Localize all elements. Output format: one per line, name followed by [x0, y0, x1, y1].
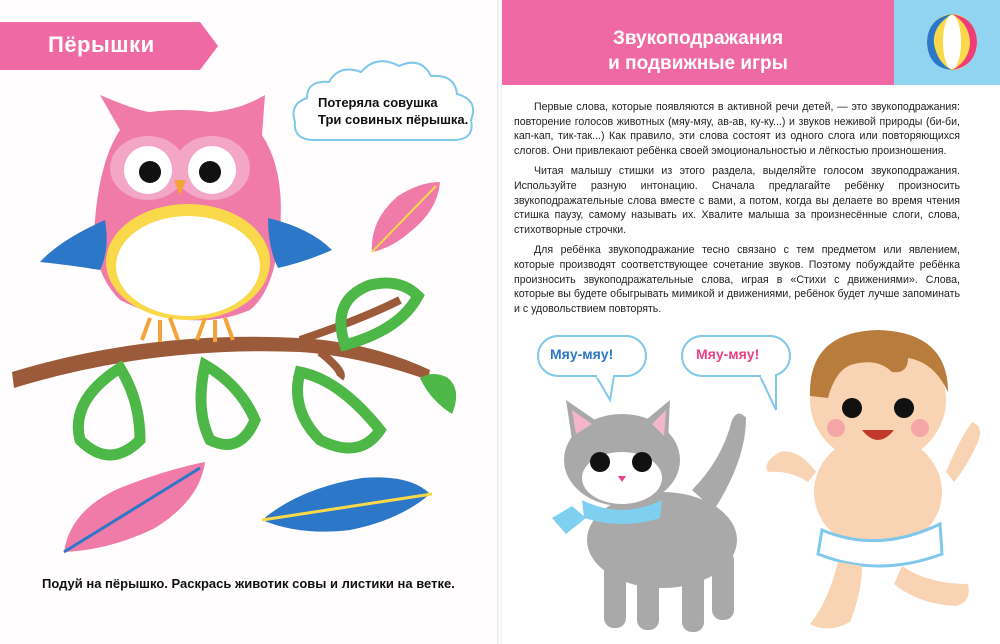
bubble-child-text: Мяу-мяу!: [696, 346, 760, 362]
child-illustration: [758, 322, 998, 644]
paragraph-2: Читая малышу стишки из этого раздела, выделяйте голосом звукоподражания. Используйте разную интонацию. Сначала предлагайте ребёнку произносить звукоподражательные слова вместе с вами, а потом, когда вы делаете во время чтения стишка паузу, самому называть их. Хвалите малыша за произнесённые слоги, слова, стихотворные строчки.: [514, 165, 960, 236]
ball-icon: [924, 12, 980, 72]
speech-bubble-cat: [536, 334, 648, 404]
right-page: [502, 0, 1000, 644]
body-text: [514, 100, 960, 322]
bubble-cat-text: Мяу-мяу!: [550, 346, 614, 362]
feather-blue: [262, 477, 430, 531]
ball-badge: [894, 0, 1000, 85]
owl: [40, 95, 332, 342]
paragraph-3: Для ребёнка звукоподражание тесно связано с тем предметом или явлением, которые производят соответствующее сочетание звуков. Поэтому побуждайте ребёнка произносить звукоподражательные слова, играя в «Стихи с движениями». Слова, которые вы будете обыгрывать мимикой и движениями, ребёнок будет лучше запоминать и с удовольствием повторять.: [514, 244, 960, 315]
owl-illustration: [0, 80, 498, 570]
task-caption: Подуй на пёрышко. Раскрась животик совы и листики на ветке.: [42, 576, 455, 591]
poem-text: Потеряла совушка Три совиных пёрышка.: [318, 95, 469, 127]
paragraph-1: Первые слова, которые появляются в активной речи детей, — это звукоподражания: повторение голосов животных (мяу-мяу, ав-ав, ку-ку...) и звуков неживой природы (би-би, кап-кап, тик-так...) Как правило, эти слова состоят из одного слога или повторяющихся слогов. Они привлекают ребёнка своей эмоциональностью и лёгкостью произношения.: [514, 101, 960, 157]
cat-illustration: [542, 400, 752, 644]
leaf-filled: [420, 374, 456, 414]
section-tag: Пёрышки: [48, 32, 155, 57]
page-title: Звукоподражания и подвижные игры: [608, 28, 788, 74]
left-page: [0, 0, 498, 644]
